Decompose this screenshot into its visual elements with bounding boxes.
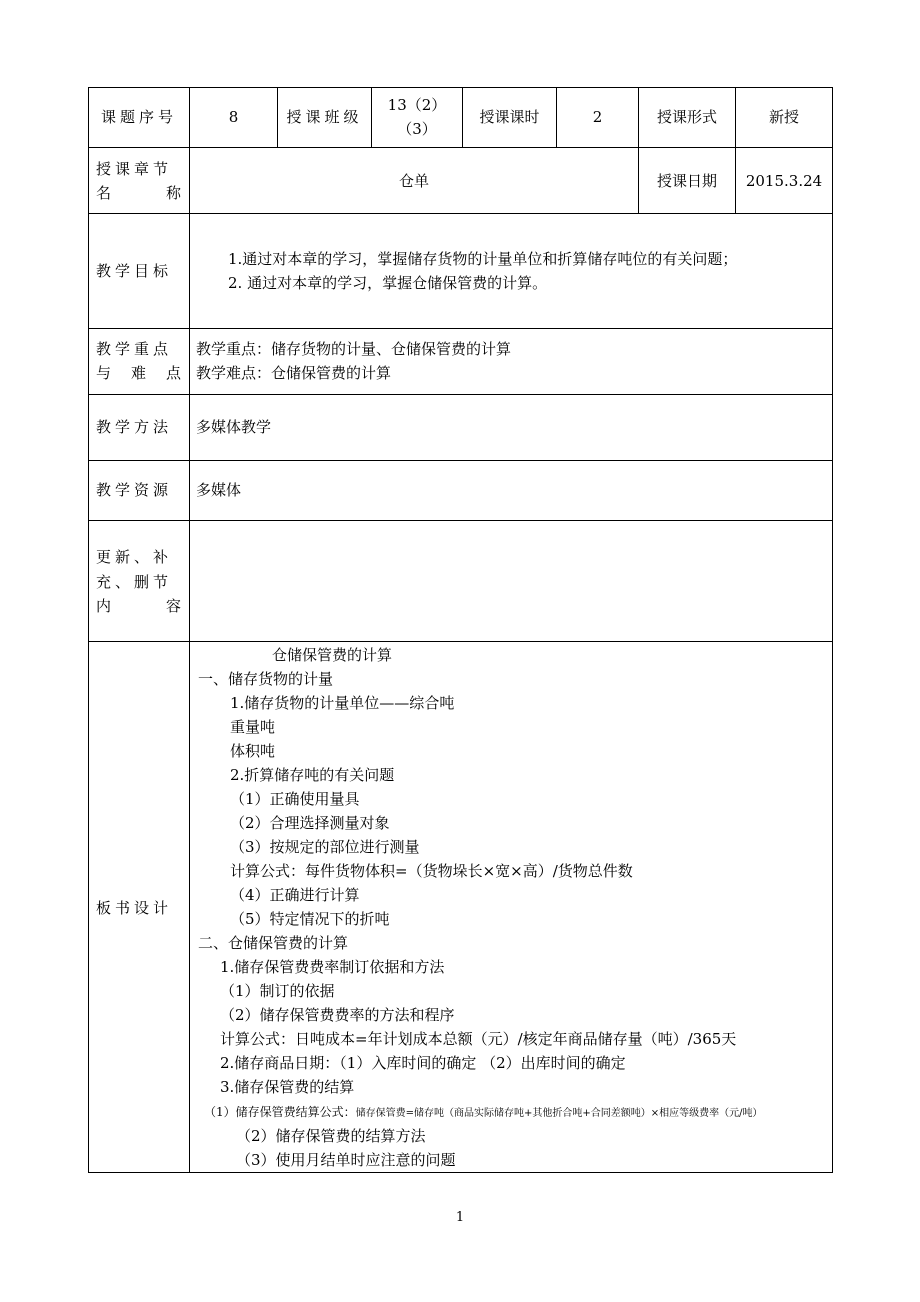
board-line: （5）特定情况下的折吨 bbox=[230, 910, 390, 928]
class-label: 授课班级 bbox=[286, 108, 363, 126]
class-value-line2: （3） bbox=[397, 120, 437, 138]
row-divider bbox=[88, 520, 833, 521]
board-formula-body: 储存保管费=储存吨（商品实际储存吨+其他折合吨+合同差额吨）×相应等级费率（元/吨） bbox=[355, 1108, 763, 1119]
difficult-point-line: 教学难点：仓储保管费的计算 bbox=[196, 364, 392, 382]
board-line: （3）使用月结单时应注意的问题 bbox=[236, 1151, 456, 1169]
key-points-label-line1: 教学重点 bbox=[96, 340, 173, 358]
objectives-label: 教学目标 bbox=[96, 262, 173, 280]
class-value-line1: 13（2） bbox=[387, 96, 447, 114]
update-label-line3a: 内 bbox=[96, 597, 112, 615]
row-divider bbox=[88, 147, 833, 148]
col-divider bbox=[638, 87, 639, 214]
row-divider bbox=[88, 460, 833, 461]
board-line: 二、仓储保管费的计算 bbox=[198, 934, 349, 952]
key-points-label-line2b: 难 bbox=[131, 364, 147, 382]
topic-number-label: 课题序号 bbox=[100, 108, 177, 126]
update-label-line3b: 容 bbox=[166, 597, 182, 615]
board-line: （2）合理选择测量对象 bbox=[230, 814, 390, 832]
chapter-label-line2a: 名 bbox=[96, 184, 112, 202]
board-line: 一、储存货物的计量 bbox=[198, 670, 334, 688]
table-border-top bbox=[88, 87, 833, 88]
board-line: （2）储存保管费的结算方法 bbox=[236, 1127, 426, 1145]
table-border-right bbox=[832, 87, 833, 1173]
objectives-line1: 1.通过对本章的学习，掌握储存货物的计量单位和折算储存吨位的有关问题； bbox=[228, 250, 738, 268]
form-label: 授课形式 bbox=[656, 108, 717, 126]
hours-label: 授课课时 bbox=[479, 108, 540, 126]
objectives-line2: 2. 通过对本章的学习，掌握仓储保管费的计算。 bbox=[228, 274, 548, 292]
board-formula-line bbox=[204, 1103, 763, 1125]
date-label: 授课日期 bbox=[656, 172, 717, 190]
board-line: 2.折算储存吨的有关问题 bbox=[230, 766, 395, 784]
board-line: （2）储存保管费费率的方法和程序 bbox=[220, 1006, 455, 1024]
board-line: 体积吨 bbox=[230, 742, 276, 760]
method-label: 教学方法 bbox=[96, 418, 173, 436]
board-line: 计算公式：日吨成本=年计划成本总额（元）/核定年商品储存量（吨）/365天 bbox=[220, 1030, 737, 1048]
update-label-line2: 充、删节 bbox=[96, 573, 173, 591]
board-formula-prefix: （1）储存保管费结算公式： bbox=[204, 1105, 356, 1119]
row-divider bbox=[88, 641, 833, 642]
chapter-value: 仓单 bbox=[398, 172, 429, 190]
date-value: 2015.3.24 bbox=[745, 172, 823, 190]
board-line: 1.储存货物的计量单位——综合吨 bbox=[230, 694, 455, 712]
key-point-line: 教学重点：储存货物的计量、仓储保管费的计算 bbox=[196, 340, 512, 358]
table-border-bottom bbox=[88, 1172, 833, 1173]
board-title: 仓储保管费的计算 bbox=[272, 646, 393, 664]
row-divider bbox=[88, 328, 833, 329]
board-line: （1）制订的依据 bbox=[220, 982, 335, 1000]
board-line: （4）正确进行计算 bbox=[230, 886, 360, 904]
board-line: （1）正确使用量具 bbox=[230, 790, 360, 808]
board-line: 1.储存保管费费率制订依据和方法 bbox=[220, 958, 445, 976]
resource-value: 多媒体 bbox=[196, 481, 242, 499]
board-label: 板书设计 bbox=[96, 899, 173, 917]
row-divider bbox=[88, 394, 833, 395]
board-line: 3.储存保管费的结算 bbox=[220, 1078, 355, 1096]
topic-number-value: 8 bbox=[228, 108, 239, 126]
board-line: 2.储存商品日期：（1）入库时间的确定 （2）出库时间的确定 bbox=[220, 1054, 626, 1072]
resource-label: 教学资源 bbox=[96, 481, 173, 499]
col-divider bbox=[735, 87, 736, 214]
row-divider bbox=[88, 213, 833, 214]
key-points-label-line2a: 与 bbox=[96, 364, 112, 382]
board-line: 计算公式：每件货物体积=（货物垛长×宽×高）/货物总件数 bbox=[230, 862, 633, 880]
chapter-label-line1: 授课章节 bbox=[96, 160, 173, 178]
label-column-divider bbox=[189, 87, 190, 1173]
hours-value: 2 bbox=[592, 108, 603, 126]
update-label-line1: 更新、补 bbox=[96, 548, 173, 566]
board-line: 重量吨 bbox=[230, 718, 276, 736]
table-border-left bbox=[88, 87, 89, 1173]
method-value: 多媒体教学 bbox=[196, 418, 272, 436]
key-points-label-line2c: 点 bbox=[166, 364, 182, 382]
form-value: 新授 bbox=[768, 108, 799, 126]
page-number: 1 bbox=[455, 1210, 465, 1225]
chapter-label-line2b: 称 bbox=[166, 184, 182, 202]
board-line: （3）按规定的部位进行测量 bbox=[230, 838, 420, 856]
